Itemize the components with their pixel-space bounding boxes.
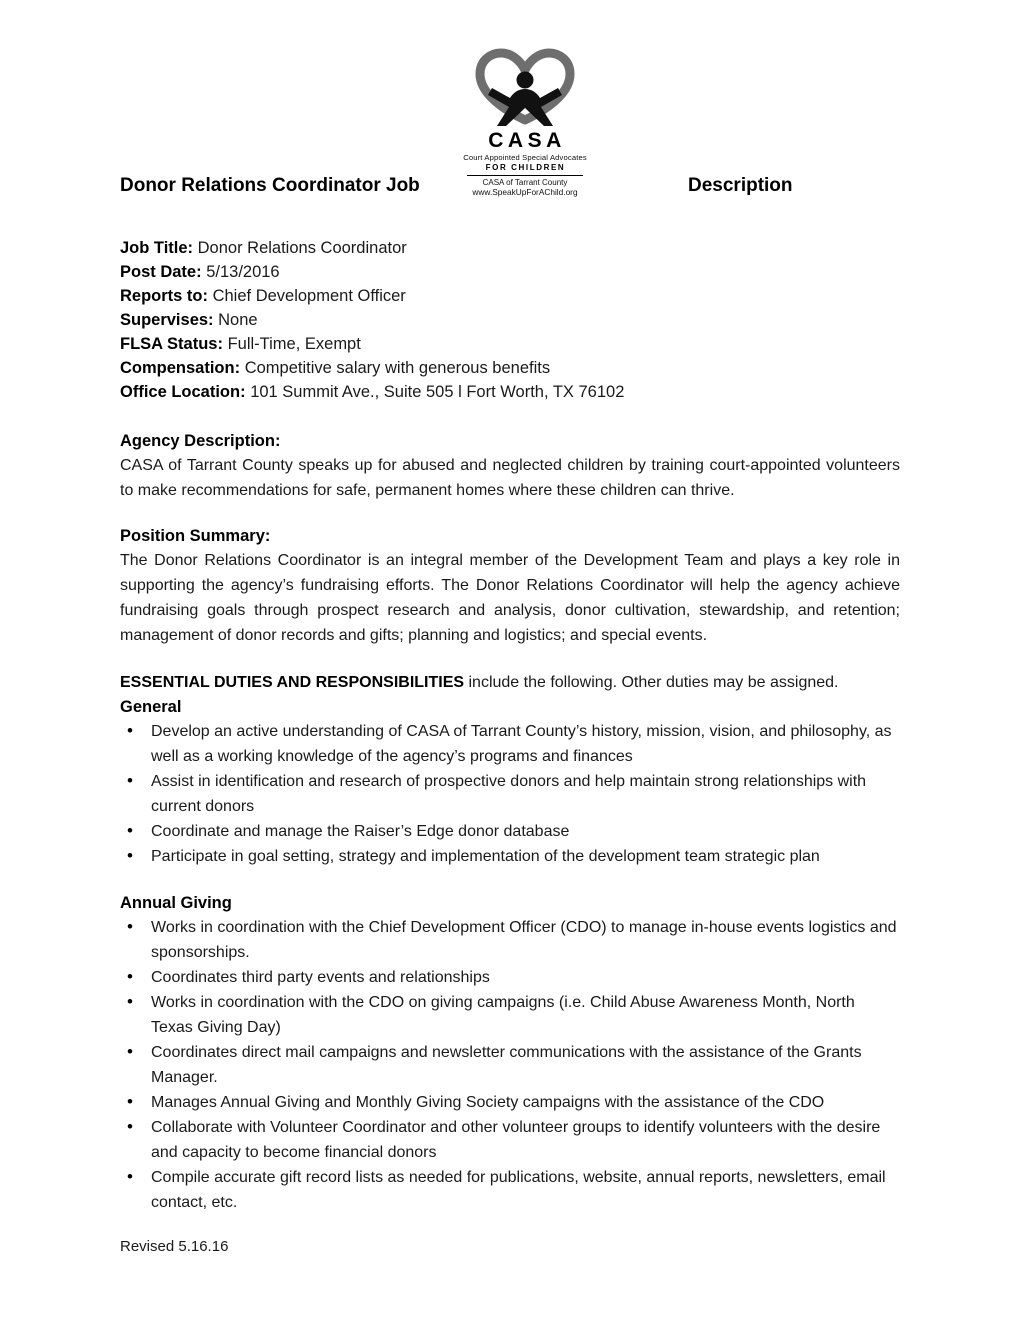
position-summary-heading: Position Summary: xyxy=(120,527,271,545)
meta-label: Job Title: xyxy=(120,239,194,257)
list-item: • Works in coordination with the Chief Development Officer (CDO) to manage in-house events logistics and sponsorships. xyxy=(120,915,900,965)
meta-label: Office Location: xyxy=(120,383,246,401)
list-item: • Develop an active understanding of CASA of Tarrant County’s history, mission, vision, and philosophy, as well as a working knowledge of the agency’s programs and finances xyxy=(120,719,900,769)
spacer xyxy=(120,648,900,670)
logo-tagline: Court Appointed Special Advocates xyxy=(463,153,587,163)
job-meta-list xyxy=(120,236,900,404)
agency-description-text: CASA of Tarrant County speaks up for abused and neglected children by training court-appointed volunteers to make recommendations for safe, permanent homes where these children can thrive. xyxy=(120,457,900,499)
position-summary-text: The Donor Relations Coordinator is an integral member of the Development Team and plays a key role in supporting the agency’s fundraising efforts. The Donor Relations Coordinator will help the agency achieve fundraising goals through prospect research and analysis, donor cultivation, stewardship, and retention; management of donor records and gifts; planning and logistics; and special events. xyxy=(120,552,900,644)
meta-value: Chief Development Officer xyxy=(212,287,406,305)
meta-row-post-date xyxy=(120,260,900,284)
meta-value: Competitive salary with generous benefits xyxy=(244,359,551,377)
page-title xyxy=(120,175,900,205)
meta-value: 101 Summit Ave., Suite 505 l Fort Worth, TX 76102 xyxy=(250,383,625,401)
logo-wordmark: CASA xyxy=(488,129,566,152)
list-item: • Participate in goal setting, strategy and implementation of the development team strategic plan xyxy=(120,844,900,869)
essential-duties-heading xyxy=(120,670,900,695)
logo-for-children: FOR CHILDREN xyxy=(485,162,566,172)
essential-duties-heading-bold: ESSENTIAL DUTIES AND RESPONSIBILITIES xyxy=(120,674,465,691)
spacer xyxy=(120,404,900,430)
list-item: • Manages Annual Giving and Monthly Giving Society campaigns with the assistance of the CDO xyxy=(120,1090,900,1115)
page-title-right: Description xyxy=(688,175,793,196)
list-item: • Compile accurate gift record lists as needed for publications, website, annual reports, newsletters, email contact, etc. xyxy=(120,1165,900,1215)
annual-giving-duties-list xyxy=(120,915,900,1215)
document-body xyxy=(120,236,900,1215)
meta-label: Reports to: xyxy=(120,287,208,305)
logo-website: www.SpeakUpForAChild.org xyxy=(472,186,578,197)
meta-row-flsa-status xyxy=(120,332,900,356)
list-item: • Collaborate with Volunteer Coordinator and other volunteer groups to identify volunteers with the desire and capacity to become financial donors xyxy=(120,1115,900,1165)
casa-logo xyxy=(455,48,595,196)
meta-value: 5/13/2016 xyxy=(206,263,280,281)
meta-row-job-title xyxy=(120,236,900,260)
meta-value: Donor Relations Coordinator xyxy=(197,239,407,257)
essential-duties-heading-rest: include the following. Other duties may be assigned. xyxy=(464,674,839,691)
meta-label: Supervises: xyxy=(120,311,214,329)
footer-revised-date: Revised 5.16.16 xyxy=(120,1238,229,1255)
list-item: • Coordinates direct mail campaigns and newsletter communications with the assistance of the Grants Manager. xyxy=(120,1040,900,1090)
meta-label: Compensation: xyxy=(120,359,241,377)
list-item: • Works in coordination with the CDO on giving campaigns (i.e. Child Abuse Awareness Month, North Texas Giving Day) xyxy=(120,990,900,1040)
casa-heart-child-icon xyxy=(466,48,584,128)
annual-giving-subheading: Annual Giving xyxy=(120,894,232,912)
agency-description-heading: Agency Description: xyxy=(120,432,281,450)
list-item: • Coordinates third party events and relationships xyxy=(120,965,900,990)
spacer xyxy=(120,503,900,525)
page-title-left: Donor Relations Coordinator Job xyxy=(120,175,420,196)
meta-row-compensation xyxy=(120,356,900,380)
meta-row-office-location xyxy=(120,380,900,404)
list-item: • Assist in identification and research of prospective donors and help maintain strong relationships with current donors xyxy=(120,769,900,819)
meta-value: None xyxy=(218,311,258,329)
meta-label: Post Date: xyxy=(120,263,202,281)
logo-chapter: CASA of Tarrant County xyxy=(482,177,568,187)
general-subheading: General xyxy=(120,698,182,716)
spacer xyxy=(120,869,900,891)
meta-row-supervises xyxy=(120,308,900,332)
meta-label: FLSA Status: xyxy=(120,335,223,353)
meta-value: Full-Time, Exempt xyxy=(227,335,361,353)
general-duties-list xyxy=(120,719,900,869)
list-item: • Coordinate and manage the Raiser’s Edge donor database xyxy=(120,819,900,844)
meta-row-reports-to xyxy=(120,284,900,308)
